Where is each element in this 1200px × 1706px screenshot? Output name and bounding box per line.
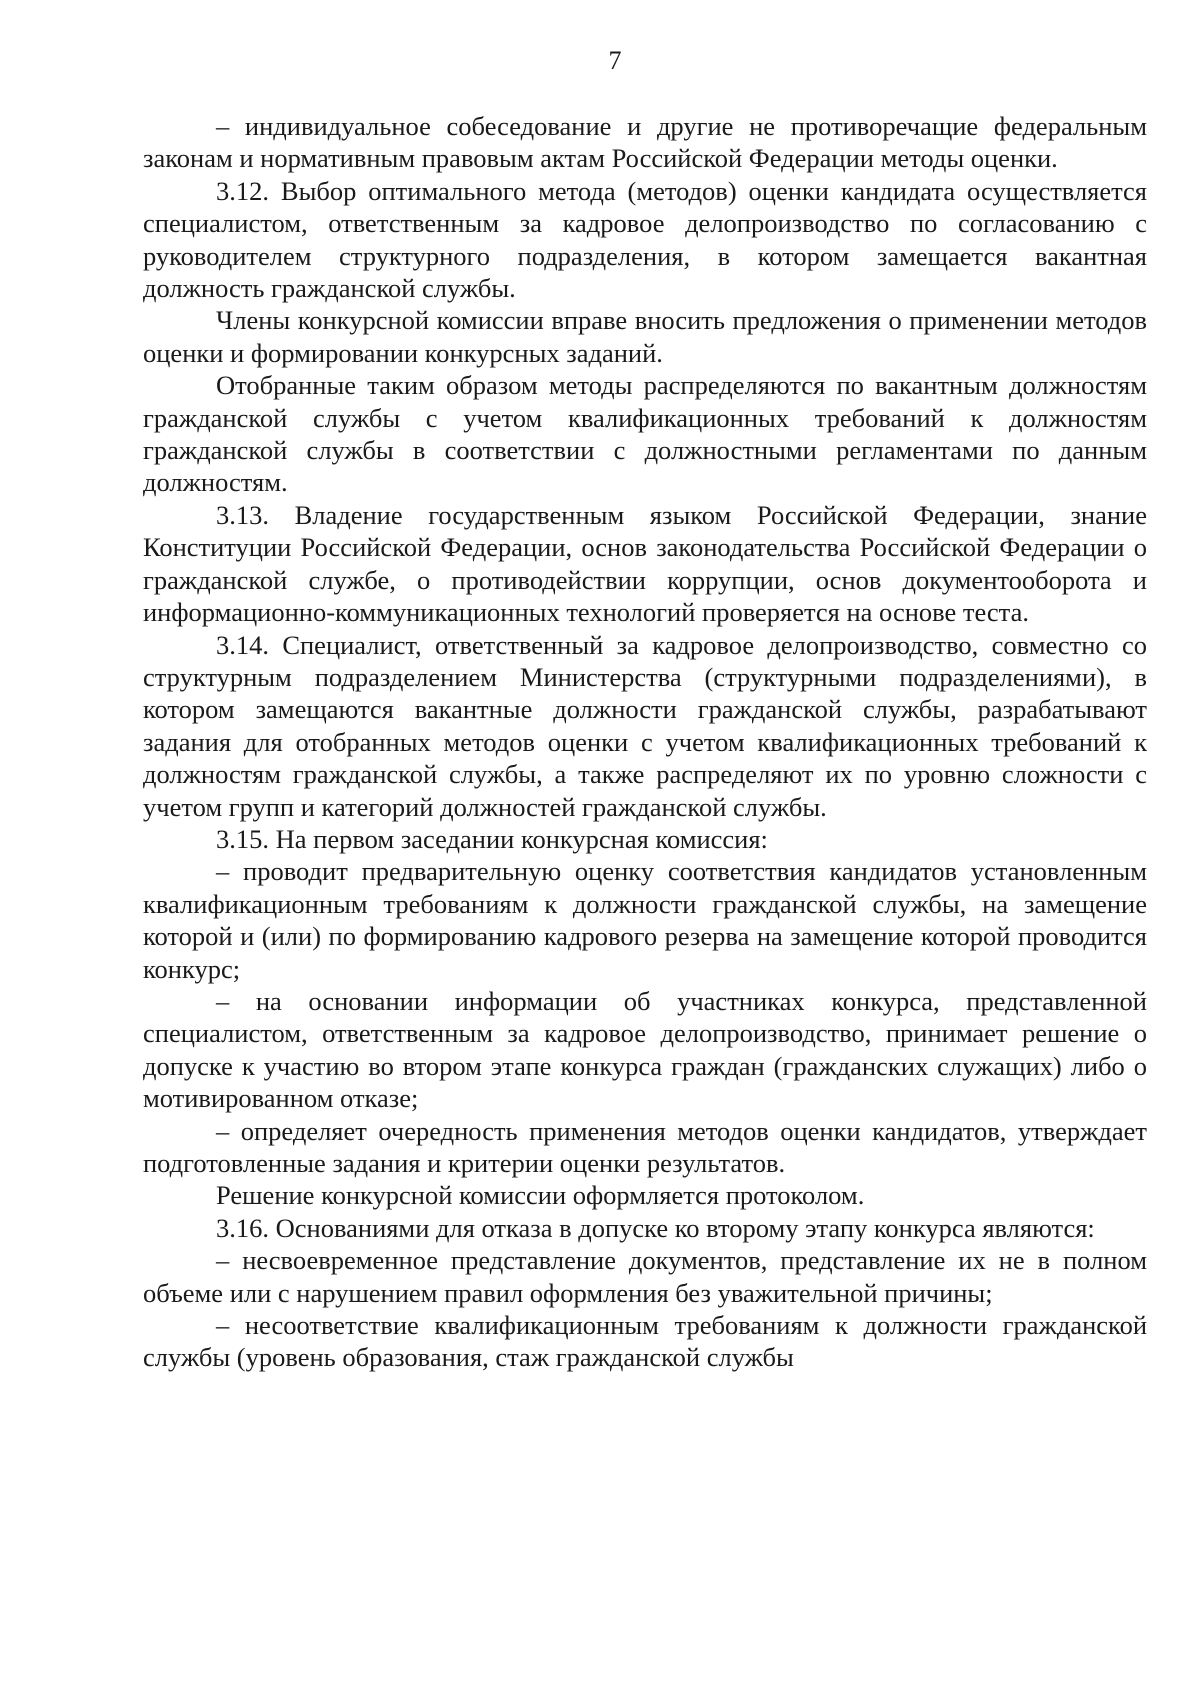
paragraph-selected-methods: Отобранные таким образом методы распределяются по вакантным должностям гражданской службы с учетом квалификационных требований к должностям гражданской службы в соответствии с должностными регламентами по данным должностям. (143, 370, 1147, 498)
document-body (143, 110, 1147, 1374)
page-number: 7 (608, 46, 622, 75)
paragraph-3-13: 3.13. Владение государственным языком Российской Федерации, знание Конституции Российской Федерации, основ законодательства Российской Федерации о гражданской службе, о противодействии коррупции, основ документооборота и информационно-коммуникационных технологий проверяется на основе теста. (143, 499, 1147, 628)
list-item-order-of-methods: – определяет очередность применения методов оценки кандидатов, утверждает подготовленные задания и критерии оценки результатов. (143, 1115, 1147, 1178)
paragraph-protocol: Решение конкурсной комиссии оформляется протоколом. (216, 1180, 865, 1211)
paragraph-3-15: 3.15. На первом заседании конкурсная комиссия: (216, 823, 768, 854)
list-item-nonconformity: – несоответствие квалификационным требованиям к должности гражданской службы (уровень образования, стаж гражданской службы (143, 1310, 1147, 1373)
list-item-admission-decision: – на основании информации об участниках конкурса, представленной специалистом, ответственным за кадровое делопроизводство, принимает решение о допуске к участию во втором этапе конкурса граждан (гражданских служащих) либо о мотивированном отказе; (143, 985, 1147, 1114)
paragraph-methods-list-end: – индивидуальное собеседование и другие не противоречащие федеральным законам и нормативным правовым актам Российской Федерации методы оценки. (143, 111, 1147, 174)
paragraph-3-16: 3.16. Основаниями для отказа в допуске ко второму этапу конкурса являются: (216, 1212, 1095, 1243)
paragraph-3-12: 3.12. Выбор оптимального метода (методов) оценки кандидата осуществляется специалистом, ответственным за кадровое делопроизводство по согласованию с руководителем структурного подразделения, в котором замещается вакантная должность гражданской службы. (143, 175, 1147, 304)
list-item-late-documents: – несвоевременное представление документов, представление их не в полном объеме или с нарушением правил оформления без уважительной причины; (143, 1245, 1147, 1308)
paragraph-3-14: 3.14. Специалист, ответственный за кадровое делопроизводство, совместно со структурным подразделением Министерства (структурными подразделениями), в котором замещаются вакантные должности гражданской службы, разрабатывают задания для отобранных методов оценки с учетом квалификационных требований к должностям гражданской службы, а также распределяют их по уровню сложности с учетом групп и категорий должностей гражданской службы. (143, 629, 1147, 822)
list-item-preliminary-assessment: – проводит предварительную оценку соответствия кандидатов установленным квалификационным требованиям к должности гражданской службы, на замещение которой и (или) по формированию кадрового резерва на замещение которой проводится конкурс; (143, 856, 1147, 984)
paragraph-commission-members: Члены конкурсной комиссии вправе вносить предложения о применении методов оценки и формировании конкурсных заданий. (143, 305, 1147, 368)
